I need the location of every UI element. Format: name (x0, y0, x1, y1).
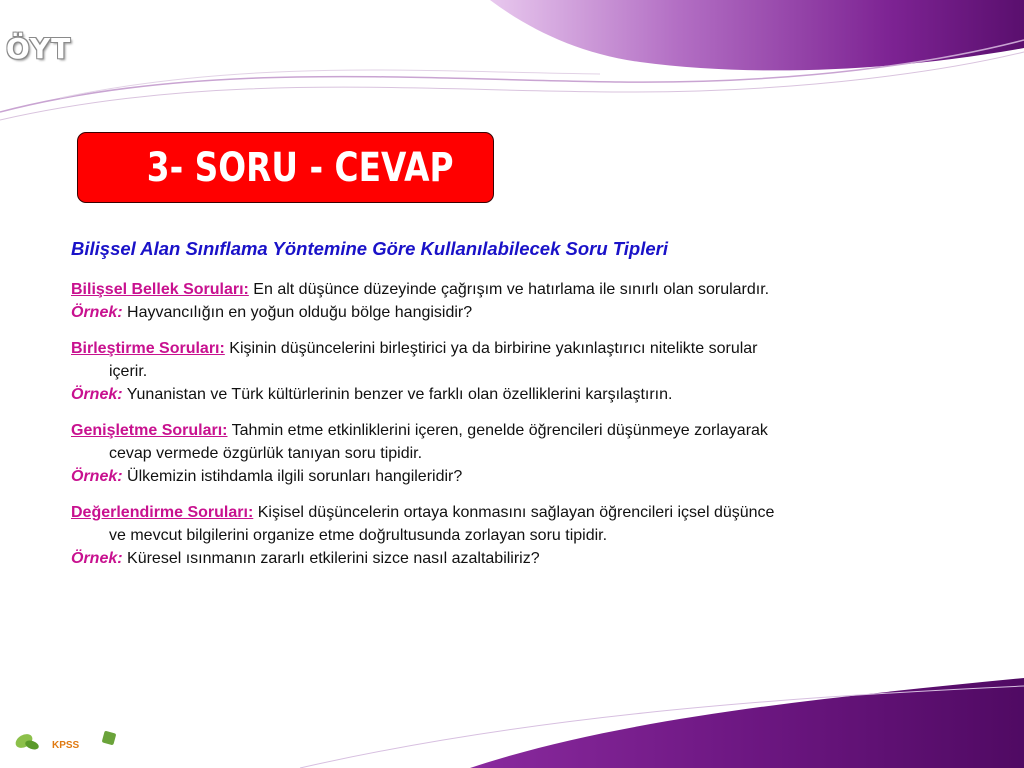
question-type-description-cont: cevap vermede özgürlük tanıyan soru tipidir. (109, 445, 423, 462)
question-type-term: Genişletme Soruları: (71, 422, 228, 439)
example-label: Örnek: (71, 468, 123, 485)
example-text: Ülkemizin istihdamla ilgili sorunları hangileridir? (122, 468, 463, 485)
question-type-term: Değerlendirme Soruları: (71, 504, 254, 521)
bottom-swoosh-decoration (0, 678, 1024, 768)
question-type-entry (71, 278, 971, 324)
example-label: Örnek: (71, 550, 123, 567)
question-type-entry (71, 501, 971, 570)
question-type-description: Kişinin düşüncelerini birleştirici ya da birbirine yakınlaştırıcı nitelikte sorular (224, 340, 758, 357)
question-type-entry (71, 419, 971, 488)
corner-label: ÖYT (6, 32, 72, 65)
main-content (71, 238, 971, 583)
question-type-entry (71, 337, 971, 406)
question-type-description: En alt düşünce düzeyinde çağrışım ve hatırlama ile sınırlı olan sorulardır. (248, 281, 770, 298)
question-type-description: Tahmin etme etkinliklerini içeren, genelde öğrencileri düşünmeye zorlayarak (227, 422, 768, 439)
example-text: Yunanistan ve Türk kültürlerinin benzer ve farklı olan özelliklerini karşılaştırın. (122, 386, 673, 403)
example-label: Örnek: (71, 304, 123, 321)
logo-icon (10, 728, 120, 758)
section-title-box (77, 132, 494, 203)
question-type-description-cont: içerir. (109, 363, 148, 380)
example-text: Küresel ısınmanın zararlı etkilerini sizce nasıl azaltabiliriz? (122, 550, 540, 567)
question-type-description-cont: ve mevcut bilgilerini organize etme doğrultusunda zorlayan soru tipidir. (109, 527, 608, 544)
top-swoosh-decoration (0, 0, 1024, 130)
question-type-description: Kişisel düşüncelerin ortaya konmasını sağlayan öğrencileri içsel düşünce (253, 504, 775, 521)
example-label: Örnek: (71, 386, 123, 403)
question-type-term: Bilişsel Bellek Soruları: (71, 281, 249, 298)
section-title: 3- SORU - CEVAP (146, 145, 454, 191)
kpss-logo-text: KPSS (52, 740, 80, 751)
question-type-term: Birleştirme Soruları: (71, 340, 225, 357)
example-text: Hayvancılığın en yoğun olduğu bölge hangisidir? (122, 304, 473, 321)
content-heading: Bilişsel Alan Sınıflama Yöntemine Göre Kullanılabilecek Soru Tipleri (71, 238, 668, 259)
footer-logos (10, 728, 120, 758)
